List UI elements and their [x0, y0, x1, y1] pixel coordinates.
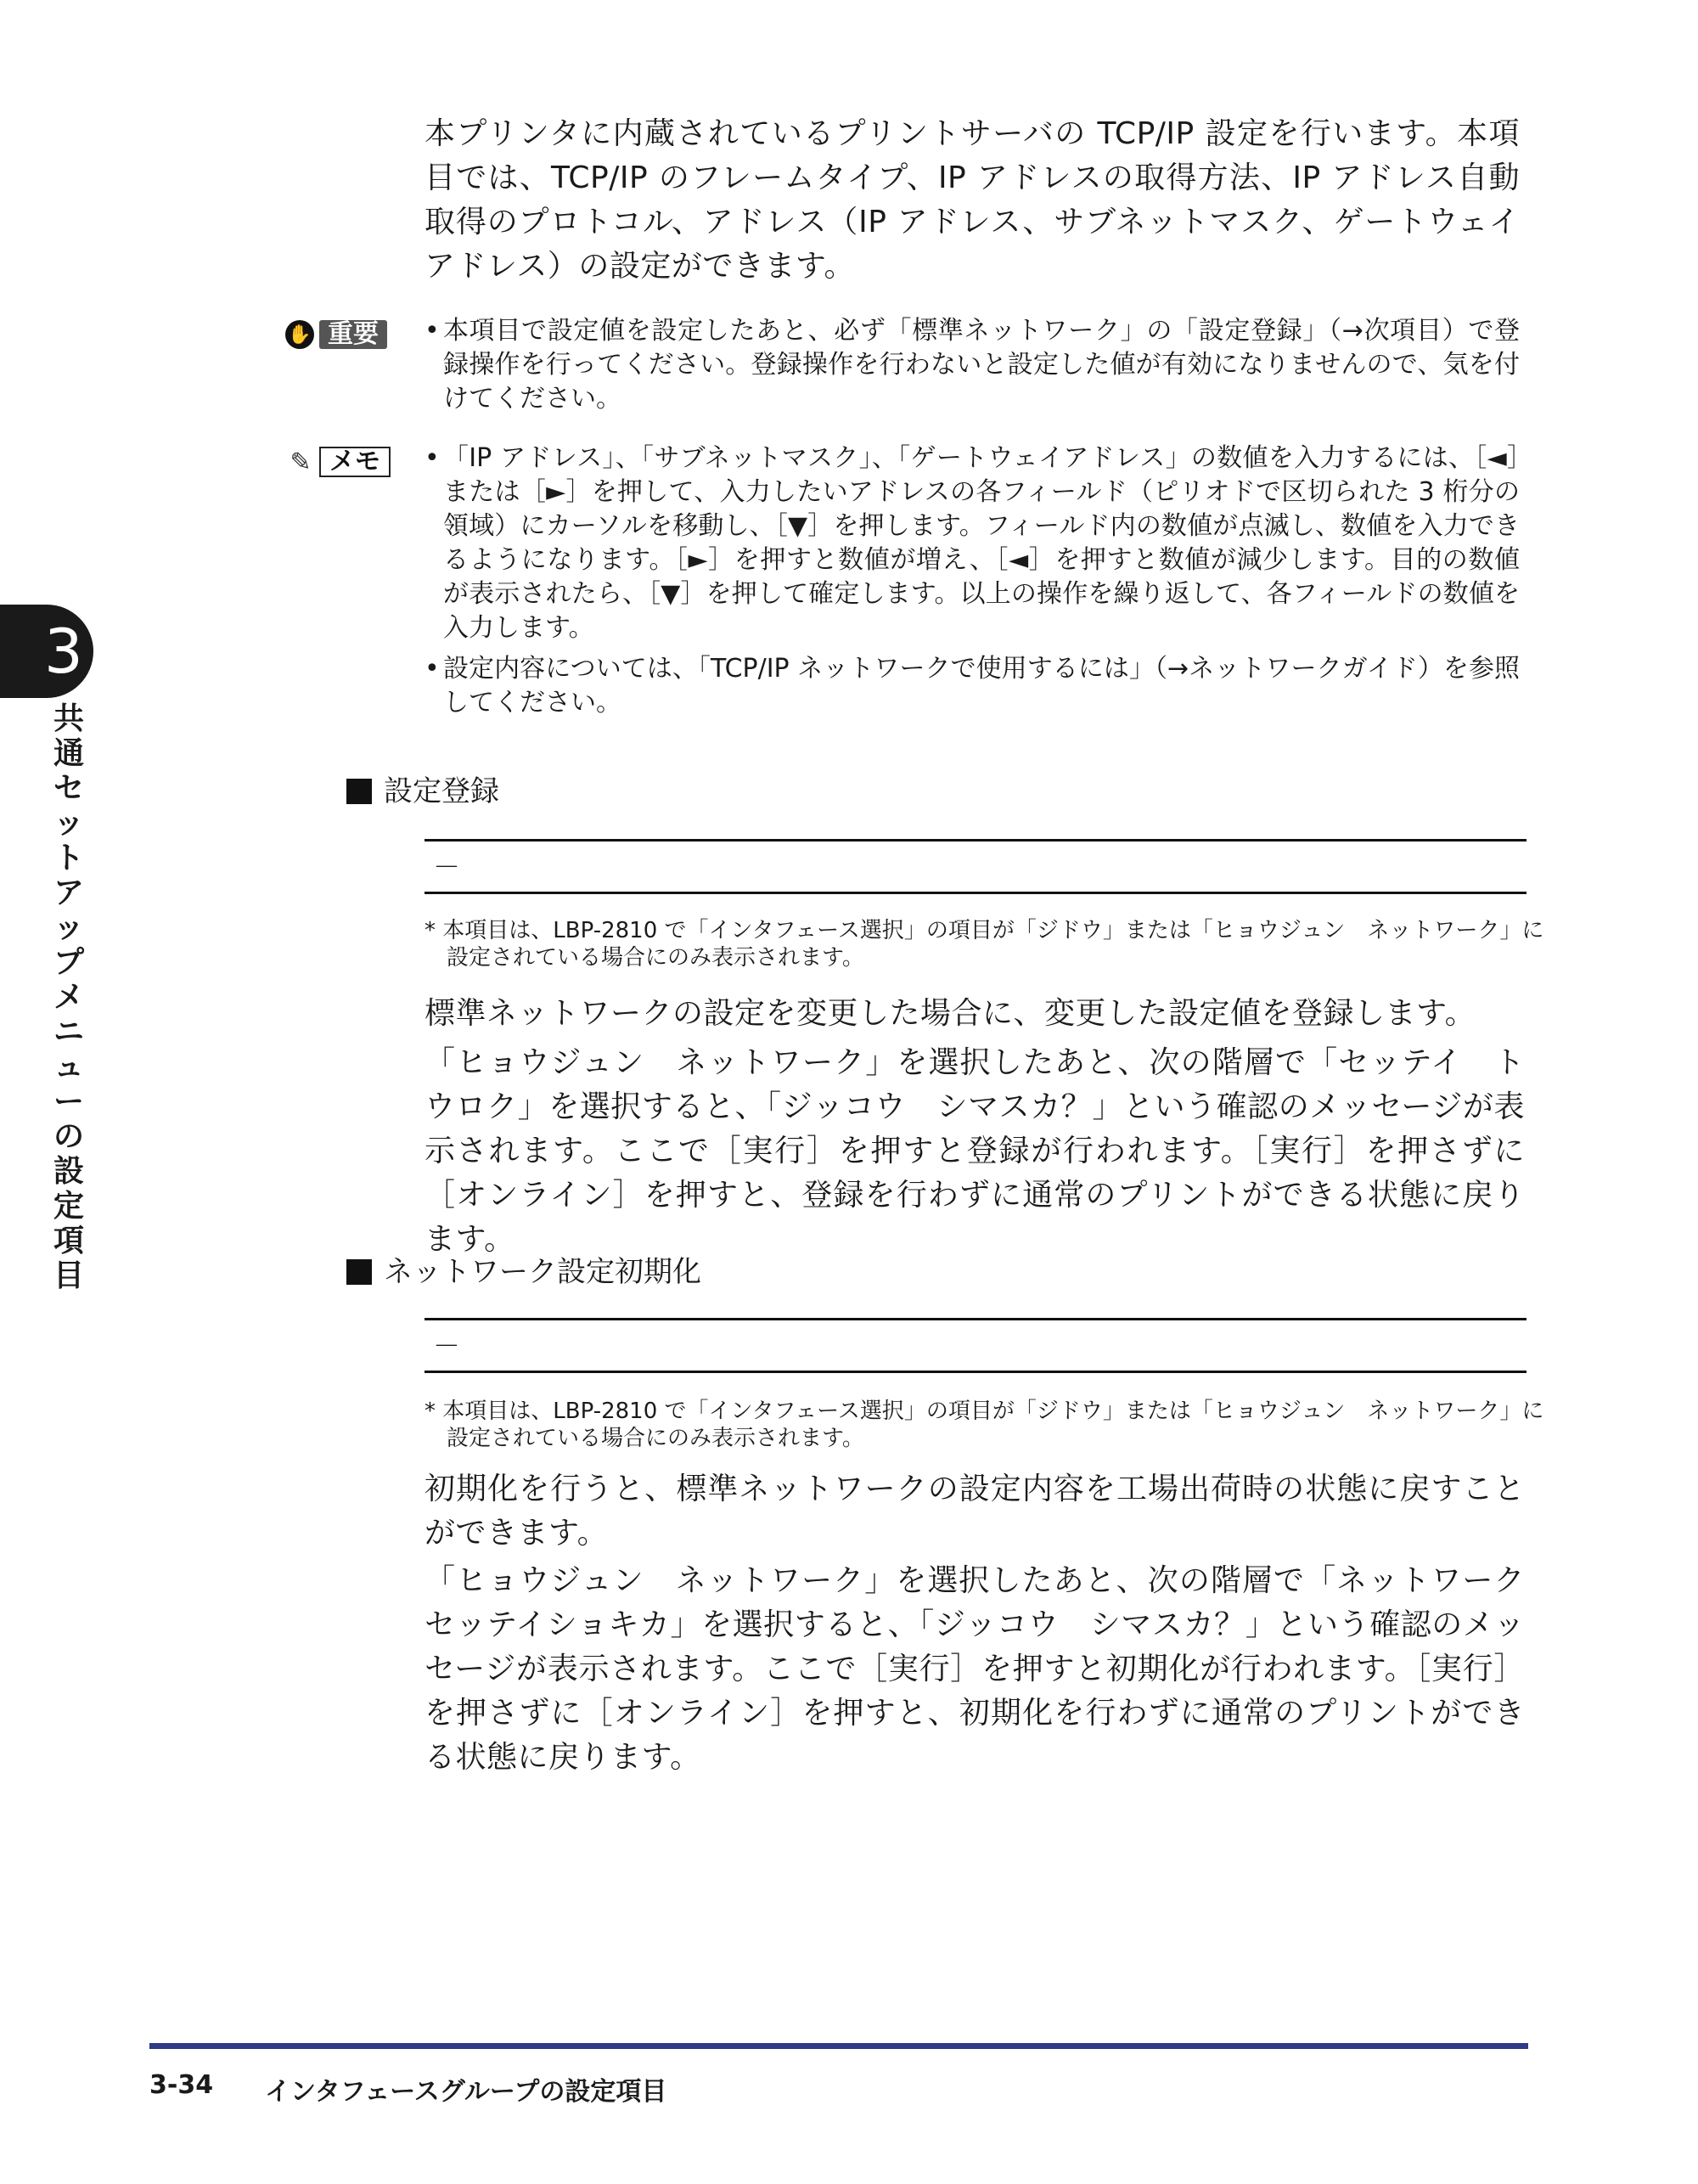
chapter-number: 3 [44, 616, 83, 687]
value-top-rule [424, 1318, 1527, 1320]
value-bottom-rule [424, 892, 1527, 894]
setting-value: － [433, 851, 461, 883]
footnote: * 本項目は、LBP-2810 で「インタフェース選択」の項目が「ジドウ」または「ヒョウジュン ネットワーク」に設定されている場合にのみ表示されます。 [424, 918, 1544, 971]
memo-list [424, 442, 1520, 727]
memo-notice [285, 442, 1525, 730]
important-item: • 本項目で設定値を設定したあと、必ず「標準ネットワーク」の「設定登録」（→次項目）で登録操作を行ってください。登録操作を行わないと設定した値が有効になりませんので、気を付けてください。 [424, 314, 1520, 416]
footer-section-title: インタフェースグループの設定項目 [265, 2077, 667, 2107]
value-bottom-rule [424, 1371, 1527, 1373]
description-paragraph: 「ヒョウジュン ネットワーク」を選択したあと、次の階層で「セッテイ トウロク」を選択すると、「ジッコウ シマスカ？」という確認のメッセージが表示されます。ここで［実行］を押すと登録が行われます。［実行］を押さずに［オンライン］を押すと、登録を行わずに通常のプリントができる状態に戻ります。 [424, 1045, 1525, 1257]
section-heading [346, 1255, 701, 1289]
important-badge [285, 319, 401, 350]
memo-item: • 設定内容については、「TCP/IP ネットワークで使用するには」（→ネットワークガイド）を参照してください。 [424, 652, 1520, 720]
footer-rule [149, 2043, 1528, 2049]
footnote: * 本項目は、LBP-2810 で「インタフェース選択」の項目が「ジドウ」または「ヒョウジュン ネットワーク」に設定されている場合にのみ表示されます。 [424, 1399, 1544, 1451]
description-paragraph: 標準ネットワークの設定を変更した場合に、変更した設定値を登録します。 [424, 996, 1476, 1031]
setting-value: － [433, 1330, 461, 1362]
important-notice [285, 314, 1525, 416]
description-paragraph: 「ヒョウジュン ネットワーク」を選択したあと、次の階層で「ネットワークセッテイショキカ」を選択すると、「ジッコウ シマスカ？」という確認のメッセージが表示されます。ここで［実行］を押すと初期化が行われます。［実行］を押さずに［オンライン］を押すと、初期化を行わずに通常のプリントができる状態に戻ります。 [424, 1563, 1525, 1775]
important-list [424, 314, 1520, 423]
intro-paragraph: 本プリンタに内蔵されているプリントサーバの TCP/IP 設定を行います。本項目では、TCP/IP のフレームタイプ、IP アドレスの取得方法、IP アドレス自動取得のプロトコル、アドレス（IP アドレス、サブネットマスク、ゲートウェイアドレス）の設定ができます。 [424, 116, 1520, 284]
square-bullet-icon [346, 1259, 372, 1285]
memo-item: • 「IP アドレス」、「サブネットマスク」、「ゲートウェイアドレス」の数値を入力するには、［◄］または［►］を押して、入力したいアドレスの各フィールド（ピリオドで区切られた 3 桁分の領域）にカーソルを移動し、［▼］を押します。フィールド内の数値が点滅し、数値を入力できるようになります。［►］を押すと数値が増え、［◄］を押すと数値が減少します。目的の数値が表示されたら、［▼］を押して確定します。以上の操作を繰り返して、各フィールドの数値を入力します。 [424, 442, 1520, 645]
important-label: 重要 [319, 320, 387, 349]
section-heading [346, 774, 499, 808]
square-bullet-icon [346, 779, 372, 804]
memo-badge [285, 447, 401, 477]
description-paragraph: 初期化を行うと、標準ネットワークの設定内容を工場出荷時の状態に戻すことができます。 [424, 1472, 1525, 1551]
hand-stop-icon: ✋ [285, 320, 314, 349]
pencil-icon: ✎ [290, 447, 312, 477]
memo-label: メモ [319, 447, 391, 477]
section-heading-text: ネットワーク設定初期化 [384, 1255, 701, 1289]
page-number: 3-34 [149, 2070, 214, 2100]
section-heading-text: 設定登録 [384, 774, 499, 808]
chapter-title: 共通セットアップメニューの設定項目 [53, 701, 84, 1293]
value-top-rule [424, 839, 1527, 842]
